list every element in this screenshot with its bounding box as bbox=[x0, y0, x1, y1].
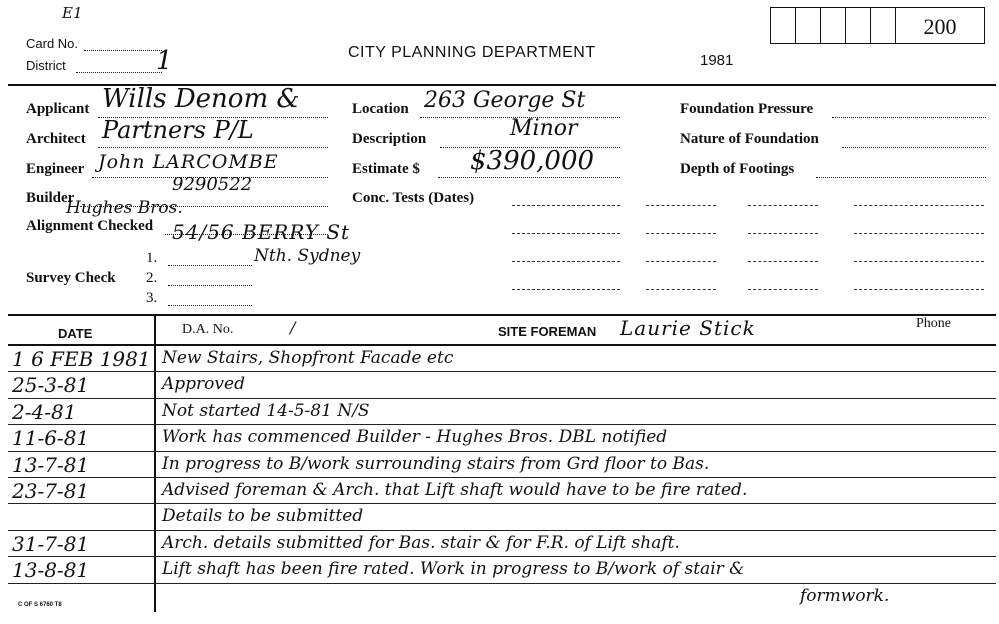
architect-value: Partners P/L bbox=[102, 116, 254, 144]
architect-line bbox=[98, 147, 328, 148]
conc-line bbox=[646, 205, 716, 206]
estimate-value: $390,000 bbox=[470, 146, 595, 176]
depth-of-footings-label: Depth of Footings bbox=[680, 161, 795, 177]
location-value: 263 George St bbox=[424, 88, 586, 113]
alignment-label: Alignment Checked bbox=[26, 218, 154, 234]
survey-3-label: 3. bbox=[146, 290, 158, 306]
conc-line bbox=[512, 261, 620, 262]
alignment-value: 54/56 BERRY St bbox=[172, 220, 351, 244]
entry-text: Arch. details submitted for Bas. stair & for F.R. of Lift shaft. bbox=[162, 532, 680, 553]
form-code: C OF S 6760 T8 bbox=[18, 602, 62, 608]
entry-text: Details to be submitted bbox=[162, 506, 364, 527]
row-rule bbox=[8, 583, 996, 584]
survey-1-line bbox=[168, 265, 252, 266]
entry-text: New Stairs, Shopfront Facade etc bbox=[162, 348, 454, 368]
applicant-label: Applicant bbox=[26, 101, 90, 117]
row-rule bbox=[8, 371, 996, 372]
foundation-pressure-line bbox=[832, 117, 986, 118]
survey-label: Survey Check bbox=[26, 270, 116, 286]
conc-tests-label: Conc. Tests (Dates) bbox=[352, 190, 475, 206]
foundation-pressure-label: Foundation Pressure bbox=[680, 101, 814, 117]
site-foreman-value: Laurie Stick bbox=[620, 316, 756, 340]
entry-text: Not started 14-5-81 N/S bbox=[162, 400, 370, 421]
card-number-box bbox=[870, 7, 896, 44]
applicant-value: Wills Denom & bbox=[102, 84, 300, 114]
estimate-line bbox=[438, 177, 620, 178]
entry-date: 2-4-81 bbox=[12, 399, 77, 424]
table-header-rule bbox=[8, 344, 996, 346]
entry-date: 13-7-81 bbox=[12, 452, 90, 477]
conc-line bbox=[854, 261, 984, 262]
card-no-field bbox=[84, 50, 162, 51]
entry-date: 25-3-81 bbox=[12, 373, 90, 398]
row-rule bbox=[8, 556, 996, 557]
department-title: CITY PLANNING DEPARTMENT bbox=[348, 44, 596, 61]
entry-date: 23-7-81 bbox=[12, 479, 90, 503]
card-no-label: Card No. bbox=[26, 36, 79, 51]
conc-line bbox=[748, 261, 818, 262]
description-value: Minor bbox=[510, 116, 578, 141]
entry-text: Approved bbox=[162, 374, 245, 395]
row-rule bbox=[8, 503, 996, 504]
conc-line bbox=[646, 289, 716, 290]
phone-label: Phone bbox=[916, 316, 951, 331]
entry-date: 13-8-81 bbox=[12, 558, 90, 583]
district-value: 1 bbox=[156, 46, 173, 76]
conc-line bbox=[512, 289, 620, 290]
district-label: District bbox=[26, 58, 66, 73]
card-number-box bbox=[795, 7, 821, 44]
year-label: 1981 bbox=[700, 52, 734, 69]
estimate-label: Estimate $ bbox=[352, 161, 420, 177]
conc-line bbox=[646, 233, 716, 234]
row-rule bbox=[8, 477, 996, 478]
district-field bbox=[76, 72, 162, 73]
conc-line bbox=[748, 205, 818, 206]
builder-value: Hughes Bros. bbox=[66, 198, 183, 218]
row-rule bbox=[8, 530, 996, 531]
row-rule bbox=[8, 398, 996, 399]
description-label: Description bbox=[352, 131, 427, 147]
entry-date: 31-7-81 bbox=[12, 531, 90, 556]
conc-line bbox=[512, 205, 620, 206]
da-no-label: D.A. No. bbox=[182, 322, 234, 337]
entry-date: 1 6 FEB 1981 bbox=[12, 347, 151, 371]
engineer-value: John LARCOMBE bbox=[98, 151, 279, 173]
row-rule bbox=[8, 424, 996, 425]
architect-label: Architect bbox=[26, 131, 86, 147]
table-top-rule bbox=[8, 314, 996, 316]
card-number-box bbox=[820, 7, 846, 44]
conc-line bbox=[646, 261, 716, 262]
corner-mark: E1 bbox=[62, 4, 83, 22]
survey-2-line bbox=[168, 285, 252, 286]
survey-2-label: 2. bbox=[146, 270, 158, 286]
entry-date: 11-6-81 bbox=[12, 426, 90, 451]
conc-line bbox=[854, 205, 984, 206]
alignment-value-2: Nth. Sydney bbox=[254, 246, 361, 266]
row-rule bbox=[8, 451, 996, 452]
site-foreman-label: SITE FOREMAN bbox=[498, 324, 597, 339]
survey-3-line bbox=[168, 305, 252, 306]
conc-line bbox=[854, 233, 984, 234]
conc-line bbox=[748, 233, 818, 234]
entry-text: Lift shaft has been fire rated. Work in progress to B/work of stair & bbox=[162, 559, 745, 580]
survey-1-label: 1. bbox=[146, 250, 158, 266]
nature-of-foundation-label: Nature of Foundation bbox=[680, 131, 819, 147]
date-column-divider bbox=[154, 314, 156, 612]
card-number: 200 bbox=[923, 14, 957, 39]
entry-text: formwork. bbox=[800, 585, 890, 606]
engineer-label: Engineer bbox=[26, 161, 85, 177]
entry-text: Work has commenced Builder - Hughes Bros. DBL notified bbox=[162, 427, 668, 448]
engineer-phone: 9290522 bbox=[172, 174, 253, 195]
date-header: DATE bbox=[58, 326, 93, 341]
conc-line bbox=[854, 289, 984, 290]
nature-line bbox=[842, 147, 986, 148]
da-no-value: / bbox=[290, 318, 296, 337]
entry-text: In progress to B/work surrounding stairs from Grd floor to Bas. bbox=[162, 453, 710, 474]
card-number-box bbox=[770, 7, 796, 44]
builder-label: Builder bbox=[26, 190, 75, 206]
entry-text: Advised foreman & Arch. that Lift shaft would have to be fire rated. bbox=[162, 480, 748, 500]
conc-line bbox=[512, 233, 620, 234]
depth-line bbox=[816, 177, 986, 178]
card-number-box bbox=[845, 7, 871, 44]
location-label: Location bbox=[352, 101, 409, 117]
conc-line bbox=[748, 289, 818, 290]
